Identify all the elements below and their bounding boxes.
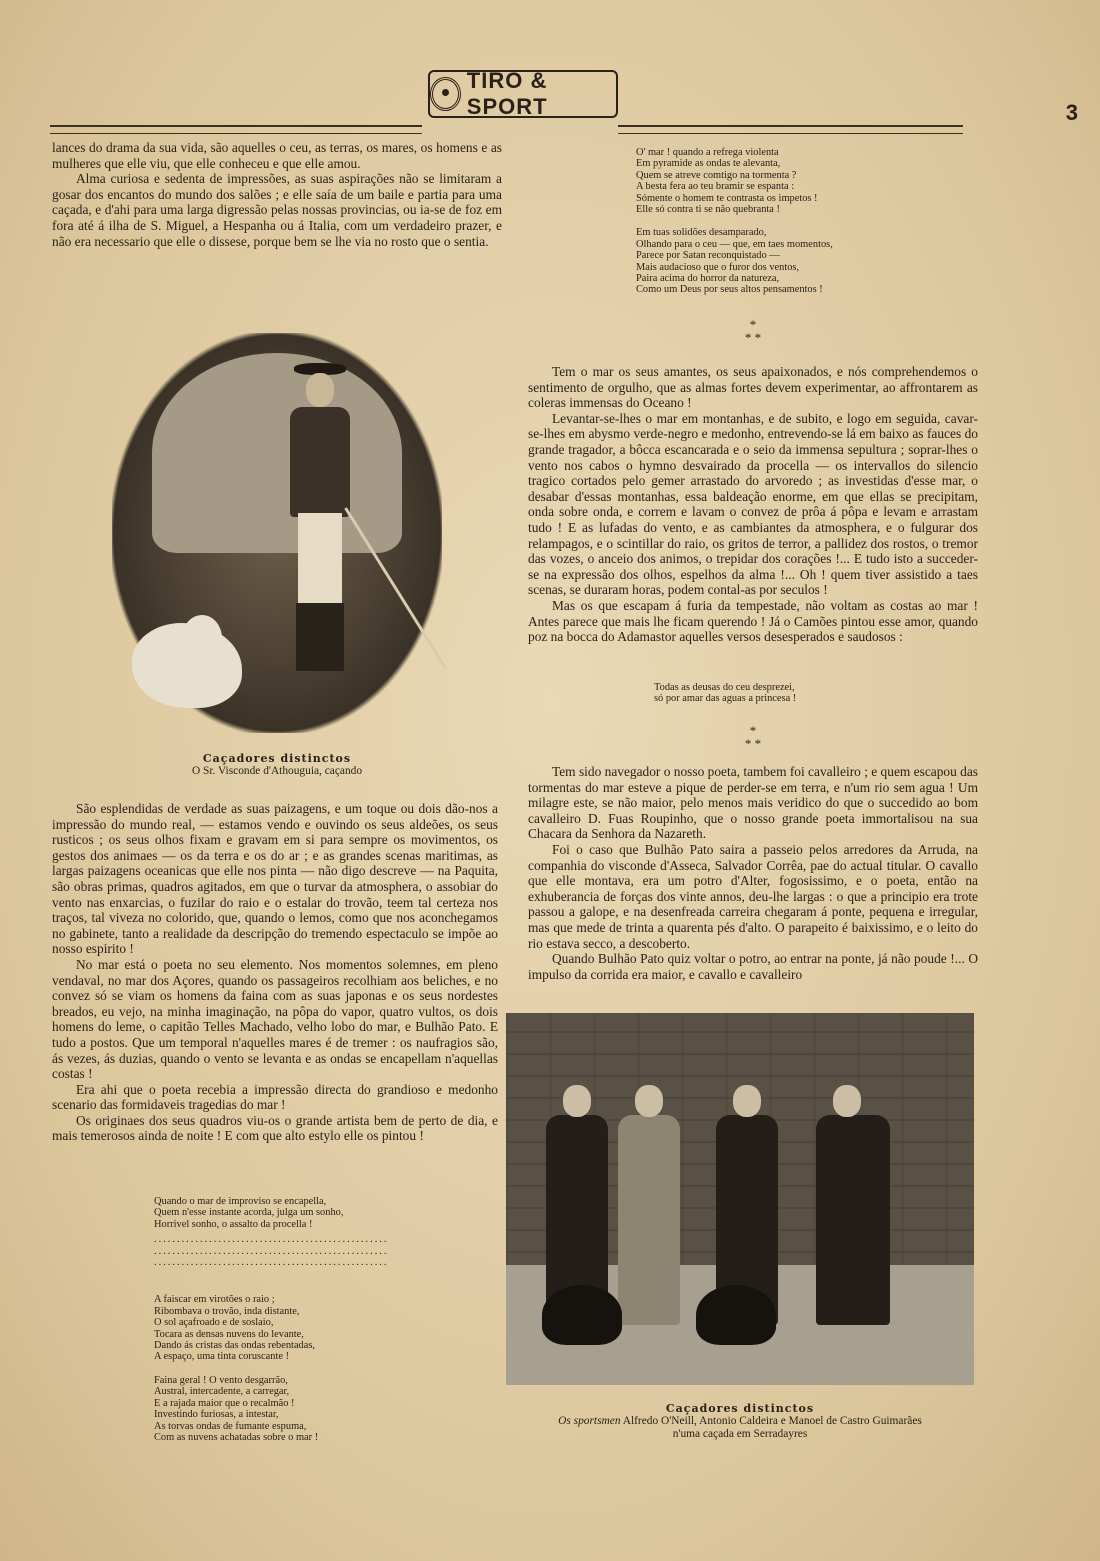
- boots: [296, 603, 344, 671]
- poem-line: O sol açafroado e de soslaio,: [154, 1317, 274, 1329]
- masthead-rule-left: [50, 125, 422, 134]
- right-prose-2: [528, 764, 978, 982]
- poem-line: Elle só contra ti se não quebranta !: [636, 204, 780, 216]
- quote-line: só por amar das aguas a princesa !: [654, 693, 797, 705]
- hunter-figure: [618, 1115, 680, 1325]
- poem-stanza: [154, 1196, 364, 1230]
- separator-bottom: * *: [744, 736, 762, 751]
- hunters-group-photo: [506, 1013, 974, 1385]
- paragraph: Levantar-se-lhes o mar em montanhas, e de subito, e logo em seguida, cavar-se-lhes em abysmo verde-negro e medonho, entrevendo-se lá em baixo as fauces do grande tragador, a bôcca escancarada e o seio da immensa sepultura ; soprar-lhes o vento nos cabos o hymno desvairado da procella — os intervallos do silencio tragico cortados pelo gemer arrastado do arvoredo ; as investidas d'esse mar, o desabar d'essas montanhas, essa baldeação enorme, em que ellas se precipitam, onda sobre onda, e correm e lavam o convez de prôa á pôpa e levam e arrastam tudo ! E as lufadas do vento, e as cambiantes da atmosphera, e o fulgurar dos relampagos, e o scintillar do raio, os gritos de terror, a pallidez dos rostos, o tremor das vozes, o anceio dos animos, o trepidar dos corações !... E tudo isto a succeder-se na expressão dos olhos, espelhos da alma !... Oh ! quem tiver assistido a taes scenas, se duraram horas, podem contal-as por seculos !: [528, 410, 978, 598]
- masthead-rule-right: [618, 125, 963, 134]
- poem-line: Olhando para o ceu — que, em taes momentos,: [636, 238, 833, 250]
- separator-bottom: * *: [744, 330, 762, 345]
- head: [306, 373, 334, 407]
- body: [290, 407, 350, 517]
- paragraph: lances do drama da sua vida, são aquelles o ceu, as terras, os mares, os homens e as mulheres que elle viu, que elle conheceu e que elle amou.: [52, 140, 502, 171]
- poem-line: Austral, intercadente, a carregar,: [154, 1386, 290, 1398]
- poem-line: Dando ás cristas das ondas rebentadas,: [154, 1340, 316, 1352]
- poem-line: Faina geral ! O vento desgarrão,: [154, 1374, 288, 1386]
- ellipsis-line: ...................................................: [154, 1245, 389, 1257]
- hunter-figure: [816, 1115, 890, 1325]
- paragraph: Foi o caso que Bulhão Pato saira a passeio pelos arredores da Arruda, na companhia do visconde d'Asseca, Salvador Corrêa, pae do actual titular. O cavallo que elle montava, era um potro d'Alter, fogosissimo, e o poeta, então na exhuberancia de forças dos vinte annos, deu-lhe largas : o que a principio era trote passou a galope, e na desenfreada carreira chegaram á ponte, pequena e irregular, mas que mede de trinta a quarenta pés d'alto. O parapeito é baixissimo, e o leito do rio estava secco, a descoberto.: [528, 841, 978, 951]
- portrait-illustration: [112, 333, 442, 733]
- right-prose-1: [528, 364, 978, 645]
- legs: [298, 513, 342, 608]
- photo-caption: [506, 1402, 974, 1441]
- poem-line: Parece por Satan reconquistado —: [636, 250, 780, 262]
- caption-emphasis: Os sportsmen: [558, 1415, 621, 1427]
- separator-top: *: [749, 317, 757, 332]
- paragraph: Era ahi que o poeta recebia a impressão directa do grandioso e medonho scenario das formidaveis tragedias do mar !: [52, 1081, 498, 1113]
- section-separator: [723, 318, 783, 344]
- poem-line: Quem se atreve comtigo na tormenta ?: [636, 169, 797, 181]
- paragraph: Os originaes dos seus quadros viu-os o grande artista bem de perto de dia, e mais temerosos ainda de noite ! E com que alto estylo elle os pintou !: [52, 1112, 498, 1144]
- section-separator: [723, 724, 783, 750]
- poem-line: Quando o mar de improviso se encapella,: [154, 1196, 327, 1207]
- portrait-caption: [112, 752, 442, 778]
- caption-title: Caçadores distinctos: [202, 752, 352, 765]
- poem-line: O' mar ! quando a refrega violenta: [636, 147, 779, 158]
- poem-line: Horrivel sonho, o assalto da procella !: [154, 1218, 313, 1230]
- masthead: [0, 70, 1100, 130]
- poem-line: Quem n'esse instante acorda, julga um sonho,: [154, 1207, 344, 1219]
- poem-line: A faiscar em virotões o raio ;: [154, 1294, 275, 1306]
- ellipsis-line: ...................................................: [154, 1234, 389, 1246]
- poem-line: Como um Deus por seus altos pensamentos !: [636, 284, 823, 296]
- hunter-figure: [284, 363, 364, 663]
- poem-line: Mais audacioso que o furor dos ventos,: [636, 261, 800, 273]
- dog: [696, 1285, 776, 1345]
- poem-stanza: [154, 1294, 364, 1362]
- right-poem: [636, 147, 936, 308]
- paragraph: No mar está o poeta no seu elemento. Nos momentos solemnes, em pleno vendaval, no mar dos Açores, quando os passageiros recolhiam aos beliches, e no convez só se viam os homens da faina com as suas japonas e os seus nordestes breados, eu vejo, na minha imaginação, na pôpa do vapor, quatro vultos, os dois homens do leme, o capitão Telles Machado, velho lobo do mar, e Bulhão Pato. E tudo a postos. Que um temporal n'aquelles mares é de tremer : os naufragios são, ás vezes, ás duzias, quando o vento se levanta e as ondas se encapellam n'aquellas costas !: [52, 956, 498, 1082]
- poem-stanza: [154, 1375, 364, 1443]
- separator-top: *: [749, 723, 757, 738]
- camoes-quote: [654, 682, 894, 705]
- poem-line: Em pyramide as ondas te alevanta,: [636, 158, 781, 170]
- poem-line: Tocara as densas nuvens do levante,: [154, 1328, 304, 1340]
- poem-line: Paira acima do horror da natureza,: [636, 273, 780, 285]
- poem-line: A espaço, uma tinta coruscante !: [154, 1351, 290, 1363]
- poem-line: Investindo furiosas, a intestar,: [154, 1409, 279, 1421]
- poem-line: A besta fera ao teu bramir se espanta :: [636, 181, 795, 193]
- poem-line: As torvas ondas de fumante espuma,: [154, 1420, 307, 1432]
- poem-stanza: [636, 147, 936, 215]
- poem-ellipsis: [154, 1234, 389, 1269]
- paragraph: Quando Bulhão Pato quiz voltar o potro, ao entrar na ponte, já não poude !... O impulso da corrida era maior, e cavallo e cavalleiro: [528, 951, 978, 982]
- paragraph: Alma curiosa e sedenta de impressões, as suas aspirações não se limitaram a gosar dos encantos do mundo dos salões ; e elle saía de um baile e partia para uma caçada, e d'ahi para uma larga digressão pelas nossas provincias, ou ia-se de foz em fora até á ilha de S. Miguel, a Hespanha ou á Italia, com um verdadeiro prazer, e não era necessario que elle o dissese, porque bem se lhe via no rosto que o sentia.: [52, 171, 502, 249]
- dog: [132, 623, 242, 708]
- caption-names: Alfredo O'Neill, Antonio Caldeira e Manoel de Castro Guimarães: [620, 1415, 922, 1427]
- page-number: 3: [1065, 100, 1078, 125]
- masthead-logo: [428, 70, 618, 118]
- quote-line: Todas as deusas do ceu desprezei,: [654, 682, 795, 693]
- poem-line: Ribombava o trovão, inda distante,: [154, 1305, 300, 1317]
- paragraph: Tem o mar os seus amantes, os seus apaixonados, e nós comprehendemos o sentimento de orgulho, que as almas fortes devem experimentar, ao affrontarem as coleras immensas do Oceano !: [528, 364, 978, 411]
- left-prose: [52, 801, 498, 1144]
- paragraph: São esplendidas de verdade as suas paizagens, e um toque ou dois dão-nos a impressão do mundo real, — estamos vendo e ouvindo os seus aldeões, os seus rusticos ; os seus olhos fixam e gravam em si para sempre os movimentos, os gestos dos animaes — os da terra e os do ar ; e as grandes scenas maritimas, as largas paizagens oceanicas que elle nos pinta — não digo descreve — na Paquita, são obras primas, quadros agitados, em que o turvar da atmosphera, o assobiar do vento nas enxarcias, o fuzilar do raio e o estalar do trovão, teem tal certeza nos traços, tal viveza no colorido, que, quando o lemos, como que nos aconchegamos no gabinete, tanto a realidade da descripção do tremendo espectaculo se impõe ao nosso espirito !: [52, 801, 498, 957]
- dog: [542, 1285, 622, 1345]
- paragraph: Tem sido navegador o nosso poeta, tambem foi cavalleiro ; e quem escapou das tormentas do mar esteve a pique de perder-se em terra, e n'um rio sem agua ! Um milagre este, se não maior, pelo menos mais veridico do que o succedido ao bom cavalleiro D. Fuas Roupinho, que o nosso grande poeta immortalisou na sua Chacara da Senhora da Nazareth.: [528, 764, 978, 842]
- caption-text: [558, 1415, 922, 1427]
- paragraph: Mas os que escapam á furia da tempestade, não voltam as costas ao mar ! Antes parece que mais lhe ficam querendo ! Já o Camões pintou esse amor, quando poz na bocca do Adamastor aquelles versos desesperados e saudosos :: [528, 597, 978, 645]
- left-poem: [154, 1196, 389, 1455]
- caption-text: O Sr. Visconde d'Athouguia, caçando: [191, 765, 363, 777]
- poem-line: Em tuas solidões desamparado,: [636, 227, 767, 239]
- poem-line: E a rajada maior que o recalmão !: [154, 1397, 295, 1409]
- logo-text: TIRO & SPORT: [466, 68, 548, 119]
- illustration-sky: [152, 353, 402, 553]
- left-intro-text: [52, 140, 502, 249]
- caption-line2: n'uma caçada em Serradayres: [672, 1428, 808, 1440]
- poem-stanza: [636, 227, 936, 295]
- poem-line: Sómente o homem te contrasta os impetos !: [636, 192, 818, 204]
- ellipsis-line: ...................................................: [154, 1257, 389, 1269]
- target-icon: [430, 77, 461, 111]
- caption-title: Caçadores distinctos: [665, 1402, 815, 1415]
- poem-line: Com as nuvens achatadas sobre o mar !: [154, 1431, 319, 1443]
